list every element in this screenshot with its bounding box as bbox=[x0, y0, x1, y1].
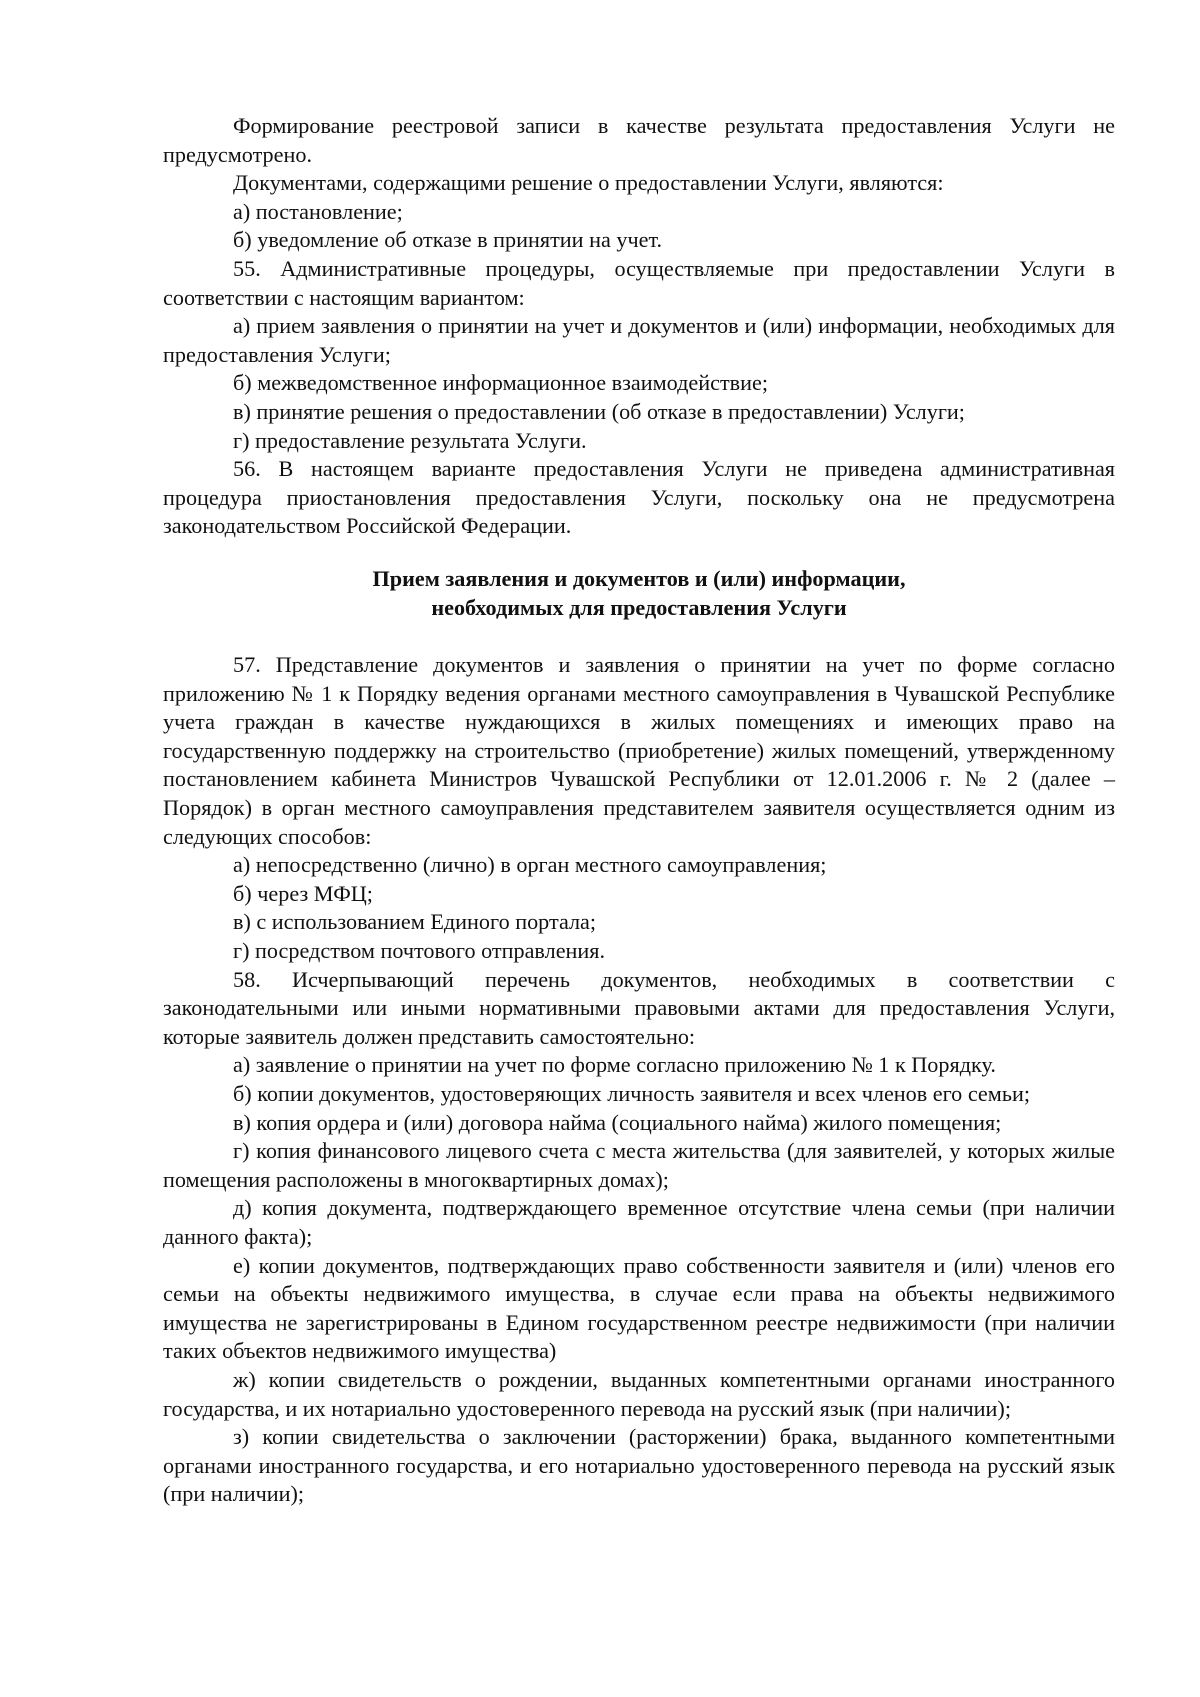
list-item-application-intake: а) прием заявления о принятии на учет и документов и (или) информации, необходимых для предоставления Услуги; bbox=[163, 313, 1115, 367]
paragraph-58-document-list: 58. Исчерпывающий перечень документов, необходимых в соответствии с законодательными или иными нормативными правовыми актами для предоставления Услуги, которые заявитель должен представить самостоятельно: bbox=[163, 966, 1115, 1049]
list-item-mfc: б) через МФЦ; bbox=[233, 880, 373, 906]
list-item-application-form: а) заявление о принятии на учет по форме согласно приложению № 1 к Порядку. bbox=[233, 1052, 996, 1078]
section-heading-line-1: Прием заявления и документов и (или) информации, bbox=[372, 565, 906, 591]
list-item-marriage-certificate: з) копии свидетельства о заключении (расторжении) брака, выданного компетентными органами иностранного государства, и его нотариально удостоверенного перевода на русский язык (при наличии); bbox=[163, 1424, 1115, 1507]
list-item-resolution: а) постановление; bbox=[233, 198, 403, 224]
section-heading bbox=[163, 565, 1115, 622]
list-item-postal: г) посредством почтового отправления. bbox=[233, 938, 606, 964]
list-item-in-person: а) непосредственно (лично) в орган местного самоуправления; bbox=[233, 852, 827, 878]
section-heading-line-2: необходимых для предоставления Услуги bbox=[431, 594, 847, 620]
paragraph-result-registry-entry: Формирование реестровой записи в качестве результата предоставления Услуги не предусмотрено. bbox=[163, 113, 1115, 167]
paragraph-56-suspension: 56. В настоящем варианте предоставления Услуги не приведена административная процедура приостановления предоставления Услуги, поскольку она не предусмотрена законодательством Российской Федерации. bbox=[163, 456, 1115, 539]
list-item-refusal-notice: б) уведомление об отказе в принятии на учет. bbox=[233, 227, 663, 253]
list-item-interagency-interaction: б) межведомственное информационное взаимодействие; bbox=[233, 370, 769, 396]
document-body bbox=[163, 112, 1115, 1509]
list-item-absence-document: д) копия документа, подтверждающего временное отсутствие члена семьи (при наличии данного факта); bbox=[163, 1195, 1115, 1249]
list-item-lease-copy: в) копия ордера и (или) договора найма (социального найма) жилого помещения; bbox=[233, 1109, 1002, 1135]
list-item-unified-portal: в) с использованием Единого портала; bbox=[233, 909, 597, 935]
list-item-account-copy: г) копия финансового лицевого счета с места жительства (для заявителей, у которых жилые помещения расположены в многоквартирных домах); bbox=[163, 1138, 1115, 1192]
list-item-decision: в) принятие решения о предоставлении (об отказе в предоставлении) Услуги; bbox=[233, 398, 965, 424]
paragraph-55-procedures: 55. Административные процедуры, осуществляемые при предоставлении Услуги в соответствии с настоящим вариантом: bbox=[163, 255, 1115, 310]
list-item-result-delivery: г) предоставление результата Услуги. bbox=[233, 427, 587, 453]
list-item-birth-certificates: ж) копии свидетельств о рождении, выданных компетентными органами иностранного государства, и их нотариально удостоверенного перевода на русский язык (при наличии); bbox=[163, 1366, 1115, 1421]
paragraph-57-submission: 57. Представление документов и заявления о принятии на учет по форме согласно приложению № 1 к Порядку ведения органами местного самоуправления в Чувашской Республике учета граждан в качестве нуждающихся в жилых помещениях и имеющих право на государственную поддержку на строительство (приобретение) жилых помещений, утвержденному постановлением кабинета Министров Чувашской Республики от 12.01.2006 г. № 2 (далее – Порядок) в орган местного самоуправления представителем заявителя осуществляется одним из следующих способов: bbox=[163, 652, 1115, 849]
paragraph-decision-documents: Документами, содержащими решение о предоставлении Услуги, являются: bbox=[233, 170, 944, 196]
list-item-ownership-documents: е) копии документов, подтверждающих право собственности заявителя и (или) членов его семьи на объекты недвижимого имущества, в случае если права на объекты недвижимого имущества не зарегистрированы в Едином государственном реестре недвижимости (при наличии таких объектов недвижимого имущества) bbox=[163, 1252, 1115, 1364]
list-item-identity-copies: б) копии документов, удостоверяющих личность заявителя и всех членов его семьи; bbox=[233, 1081, 1030, 1106]
